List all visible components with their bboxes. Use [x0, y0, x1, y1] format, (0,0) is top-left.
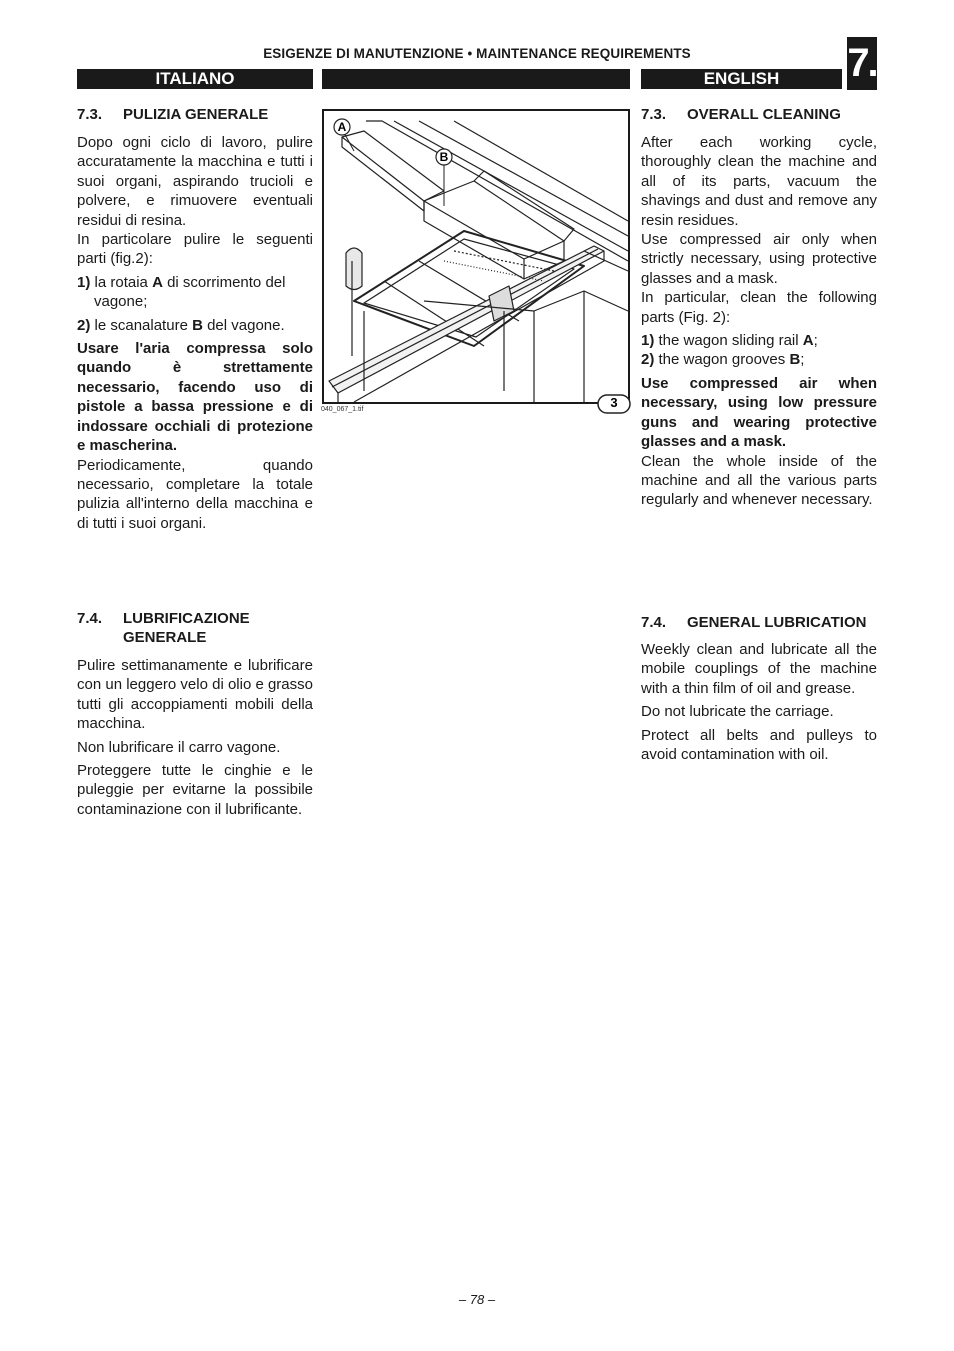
section-heading-en-7-3 — [641, 105, 841, 124]
page-number: – 78 – — [458, 1292, 496, 1307]
section-title: LUBRIFICAZIONE GENERALE — [123, 610, 250, 646]
section-number: 7.4. — [77, 610, 103, 627]
chapter-number: 7. — [847, 37, 877, 90]
italian-lubrication-text — [77, 656, 313, 819]
section-title: OVERALL CLEANING — [687, 106, 841, 123]
warning-paragraph: Usare l'aria compressa solo quando è strettamente necessario, facendo uso di pistole a bassa pressione e di indossare occhiali di protezione e mascherina. — [77, 340, 313, 455]
warning-paragraph: Use compressed air when necessary, using low pressure guns and wearing protective glasses and a mask. — [641, 374, 877, 451]
language-bar-english: ENGLISH — [641, 69, 842, 89]
figure-number: 3 — [610, 395, 618, 410]
list-item: 1) the wagon sliding rail A; — [641, 332, 818, 350]
paragraph: Proteggere tutte le cinghie e le puleggie per evitarne la possibile contaminazione con il lubrificante. — [77, 762, 313, 818]
section-number: 7.3. — [641, 106, 667, 123]
section-number: 7.3. — [77, 106, 103, 123]
english-cleaning-text — [641, 133, 877, 510]
callout-b-label: B — [439, 150, 449, 164]
section-title: GENERAL LUBRICATION — [687, 614, 867, 631]
paragraph: Weekly clean and lubricate all the mobile couplings of the machine with a thin film of oil and grease. — [641, 641, 877, 697]
paragraph: Periodicamente, quando necessario, completare la totale pulizia all'interno della macchina e di tutti i suoi organi. — [77, 456, 313, 532]
paragraph: Do not lubricate the carriage. — [641, 703, 834, 721]
paragraph: In particolare pulire le seguenti parti (fig.2): — [77, 231, 313, 268]
language-bar-italiano: ITALIANO — [77, 69, 313, 89]
paragraph: After each working cycle, thoroughly clean the machine and all of its parts, vacuum the shavings and dust and remove any resin residues. — [641, 134, 877, 229]
language-bar-center — [322, 69, 630, 89]
paragraph: Dopo ogni ciclo di lavoro, pulire accuratamente la macchina e tutti i suoi organi, aspirando trucioli e polvere, e rimuovere eventuali residui di resina. — [77, 134, 313, 229]
section-title: PULIZIA GENERALE — [123, 106, 269, 123]
section-heading-it-7-4 — [77, 609, 313, 647]
list-item: 2) the wagon grooves B; — [641, 351, 805, 369]
paragraph: Clean the whole inside of the machine and all the various parts regularly and whenever necessary. — [641, 452, 877, 509]
paragraph: In particular, clean the following parts (Fig. 2): — [641, 289, 877, 326]
figure-file-code: 040_067_1.tif — [321, 406, 364, 413]
paragraph: Pulire settimanamente e lubrificare con un leggero velo di olio e grasso tutti gli accoppiamenti mobili della macchina. — [77, 657, 313, 733]
list-item: 1) la rotaia A di scorrimento del vagone; — [77, 273, 286, 311]
section-heading-en-7-4 — [641, 613, 866, 632]
paragraph: Use compressed air only when strictly necessary, using protective glasses and a mask. — [641, 231, 877, 287]
paragraph: Non lubrificare il carro vagone. — [77, 738, 281, 756]
italian-cleaning-text — [77, 133, 313, 533]
header-title: ESIGENZE DI MANUTENZIONE • MAINTENANCE REQUIREMENTS — [263, 46, 691, 61]
section-heading-it-7-3 — [77, 105, 268, 124]
paragraph: Protect all belts and pulleys to avoid contamination with oil. — [641, 726, 877, 764]
callout-a-label: A — [337, 120, 347, 134]
english-lubrication-text — [641, 640, 877, 764]
section-number: 7.4. — [641, 614, 667, 631]
list-item: 2) le scanalature B del vagone. — [77, 316, 285, 334]
